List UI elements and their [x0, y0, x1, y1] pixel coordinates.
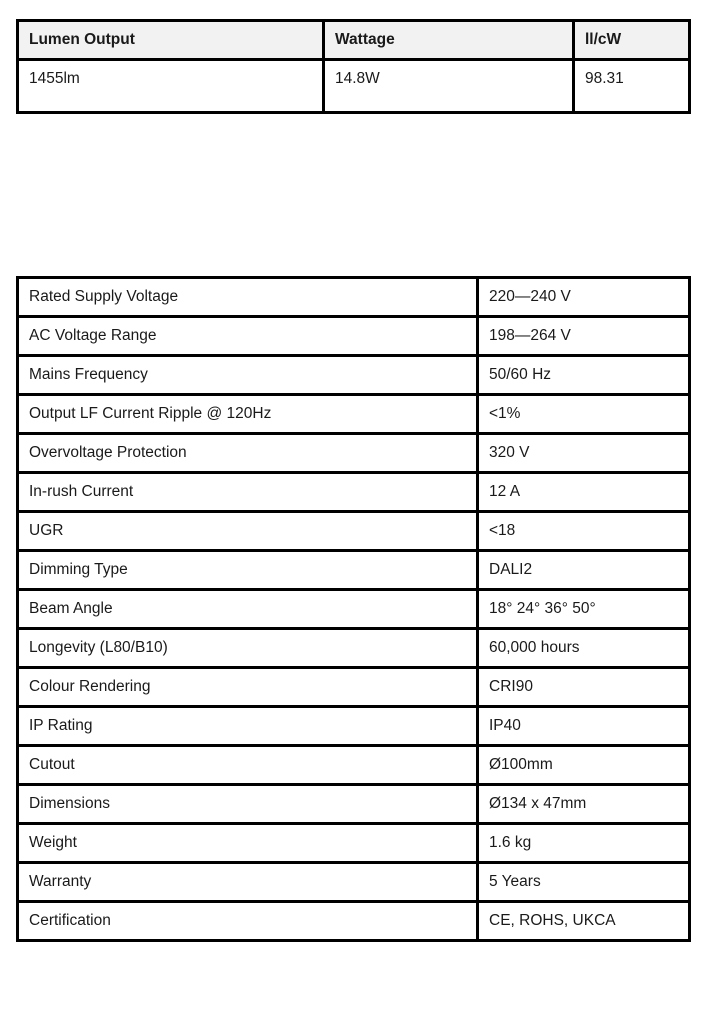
summary-header-row: [18, 21, 690, 60]
spec-label: Rated Supply Voltage: [18, 278, 478, 317]
spec-value: 198—264 V: [478, 317, 690, 356]
spec-value: CE, ROHS, UKCA: [478, 902, 690, 941]
summary-header-llcw: ll/cW: [574, 21, 690, 60]
spec-value: IP40: [478, 707, 690, 746]
table-row: [18, 629, 690, 668]
spec-label: Weight: [18, 824, 478, 863]
summary-header-lumen-output: Lumen Output: [18, 21, 324, 60]
table-row: [18, 395, 690, 434]
spec-label: Warranty: [18, 863, 478, 902]
table-row: [18, 863, 690, 902]
spec-value: <1%: [478, 395, 690, 434]
summary-table: [16, 19, 691, 114]
spec-value: 220—240 V: [478, 278, 690, 317]
table-row: [18, 512, 690, 551]
table-row: [18, 356, 690, 395]
spec-value: Ø100mm: [478, 746, 690, 785]
spec-label: Mains Frequency: [18, 356, 478, 395]
spec-value: CRI90: [478, 668, 690, 707]
spec-value: 12 A: [478, 473, 690, 512]
table-row: [18, 434, 690, 473]
spec-value: <18: [478, 512, 690, 551]
spec-value: 5 Years: [478, 863, 690, 902]
table-row: [18, 785, 690, 824]
table-row: [18, 551, 690, 590]
summary-value-lumen-output: 1455lm: [18, 60, 324, 113]
summary-header-wattage: Wattage: [324, 21, 574, 60]
spec-value: 60,000 hours: [478, 629, 690, 668]
spec-value: DALI2: [478, 551, 690, 590]
spec-label: Overvoltage Protection: [18, 434, 478, 473]
table-row: [18, 902, 690, 941]
spec-table: [16, 276, 691, 942]
table-row: [18, 824, 690, 863]
summary-value-llcw: 98.31: [574, 60, 690, 113]
table-row: [18, 473, 690, 512]
spec-label: Dimensions: [18, 785, 478, 824]
spec-label: Longevity (L80/B10): [18, 629, 478, 668]
spec-value: 320 V: [478, 434, 690, 473]
spec-value: 18° 24° 36° 50°: [478, 590, 690, 629]
summary-value-row: [18, 60, 690, 113]
spec-label: Certification: [18, 902, 478, 941]
table-row: [18, 278, 690, 317]
spec-label: Beam Angle: [18, 590, 478, 629]
summary-value-wattage: 14.8W: [324, 60, 574, 113]
table-row: [18, 590, 690, 629]
spec-value: 50/60 Hz: [478, 356, 690, 395]
spec-label: AC Voltage Range: [18, 317, 478, 356]
spec-label: Dimming Type: [18, 551, 478, 590]
spec-label: Colour Rendering: [18, 668, 478, 707]
spec-label: In-rush Current: [18, 473, 478, 512]
spec-label: Cutout: [18, 746, 478, 785]
table-row: [18, 668, 690, 707]
table-row: [18, 746, 690, 785]
table-row: [18, 317, 690, 356]
spec-value: 1.6 kg: [478, 824, 690, 863]
spec-label: UGR: [18, 512, 478, 551]
spec-label: Output LF Current Ripple @ 120Hz: [18, 395, 478, 434]
spec-label: IP Rating: [18, 707, 478, 746]
spec-value: Ø134 x 47mm: [478, 785, 690, 824]
table-row: [18, 707, 690, 746]
